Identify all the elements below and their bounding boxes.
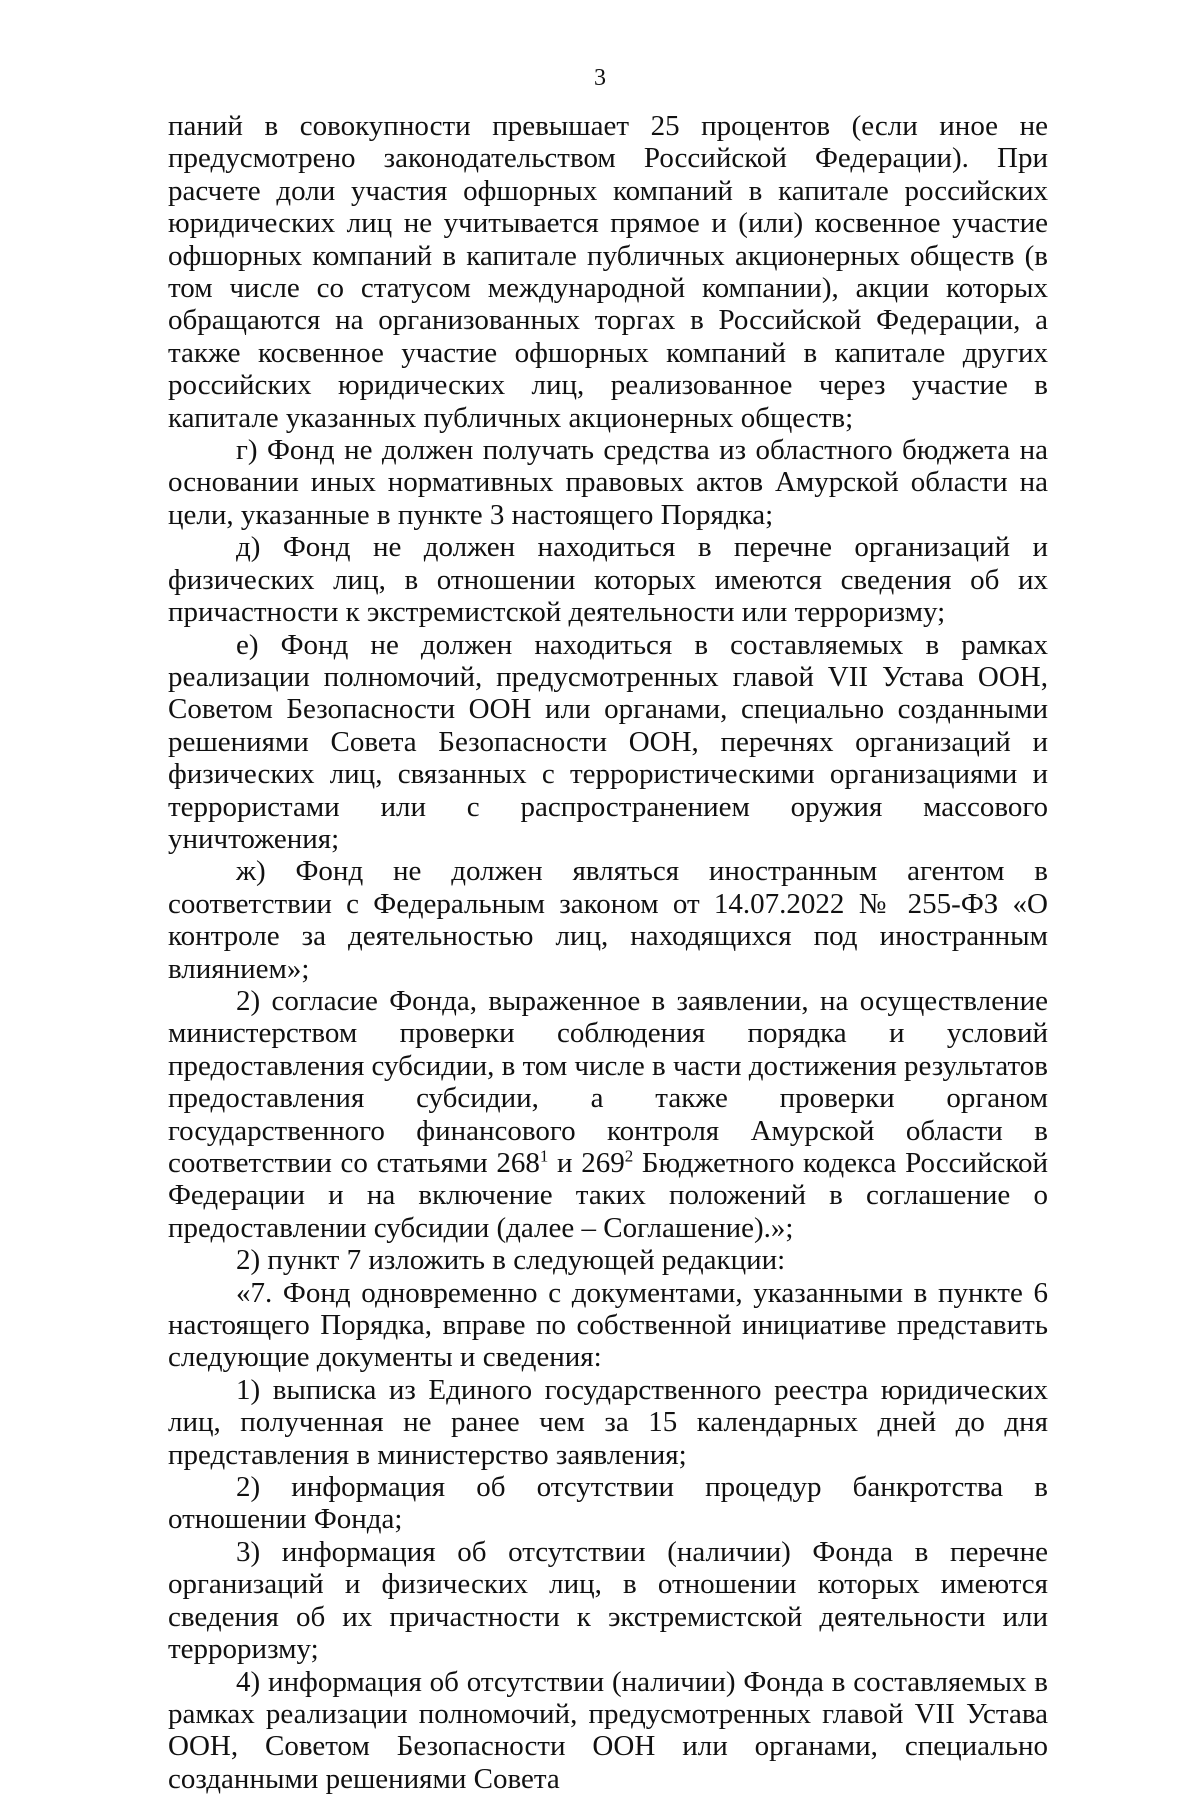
consent-text-middle: и 269 <box>548 1147 624 1179</box>
page-number: 3 <box>0 64 1200 92</box>
paragraph-point-7-item-2: 2) информация об отсутствии процедур банкротства в отношении Фонда; <box>168 1471 1048 1536</box>
superscript-1: 1 <box>540 1146 549 1165</box>
superscript-2: 2 <box>625 1146 634 1165</box>
paragraph-point-7-item-4: 4) информация об отсутствии (наличии) Фонда в составляемых в рамках реализации полномочий, предусмотренных главой VII Устава ООН, Советом Безопасности ООН или органами, специально созданными решениями Совета <box>168 1666 1048 1795</box>
paragraph-point-7-item-1: 1) выписка из Единого государственного реестра юридических лиц, полученная не ранее чем за 15 календарных дней до дня представления в министерство заявления; <box>168 1374 1048 1471</box>
paragraph-point-7-intro: 2) пункт 7 изложить в следующей редакции: <box>168 1244 1048 1276</box>
paragraph-item-e: е) Фонд не должен находиться в составляемых в рамках реализации полномочий, предусмотренных главой VII Устава ООН, Советом Безопасности ООН или органами, специально созданными решениями Совета Безопасности ООН, перечнях организаций и физических лиц, связанных с террористическими организациями и террористами или с распространением оружия массового уничтожения; <box>168 629 1048 856</box>
paragraph-item-zh: ж) Фонд не должен являться иностранным агентом в соответствии с Федеральным законом от 14.07.2022 № 255-ФЗ «О контроле за деятельностью лиц, находящихся под иностранным влиянием»; <box>168 855 1048 985</box>
paragraph-continuation: паний в совокупности превышает 25 процентов (если иное не предусмотрено законодательством Российской Федерации). При расчете доли участия офшорных компаний в капитале российских юридических лиц не учитывается прямое и (или) косвенное участие офшорных компаний в капитале публичных акционерных обществ (в том числе со статусом международной компании), акции которых обращаются на организованных торгах в Российской Федерации, а также косвенное участие офшорных компаний в капитале других российских юридических лиц, реализованное через участие в капитале указанных публичных акционерных обществ; <box>168 110 1048 434</box>
paragraph-item-d: д) Фонд не должен находиться в перечне организаций и физических лиц, в отношении которых имеются сведения об их причастности к экстремистской деятельности или терроризму; <box>168 531 1048 628</box>
paragraph-item-g: г) Фонд не должен получать средства из областного бюджета на основании иных нормативных правовых актов Амурской области на цели, указанные в пункте 3 настоящего Порядка; <box>168 434 1048 531</box>
consent-text-end: Бюджетного кодекса Российской Федерации и на включение таких положений в соглашение о предоставлении субсидии (далее – Соглашение).»; <box>168 1147 1048 1244</box>
paragraph-point-7: «7. Фонд одновременно с документами, указанными в пункте 6 настоящего Порядка, вправе по собственной инициативе представить следующие документы и сведения: <box>168 1277 1048 1374</box>
consent-text-start: 2) согласие Фонда, выраженное в заявлении, на осуществление министерством проверки соблюдения порядка и условий предоставления субсидии, в том числе в части достижения результатов предоставления субсидии, а также проверки органом государственного финансового контроля Амурской области в соответствии со статьями 268 <box>168 985 1048 1179</box>
paragraph-consent <box>168 985 1048 1244</box>
document-body <box>168 110 1048 1795</box>
paragraph-point-7-item-3: 3) информация об отсутствии (наличии) Фонда в перечне организаций и физических лиц, в отношении которых имеются сведения об их причастности к экстремистской деятельности или терроризму; <box>168 1536 1048 1666</box>
